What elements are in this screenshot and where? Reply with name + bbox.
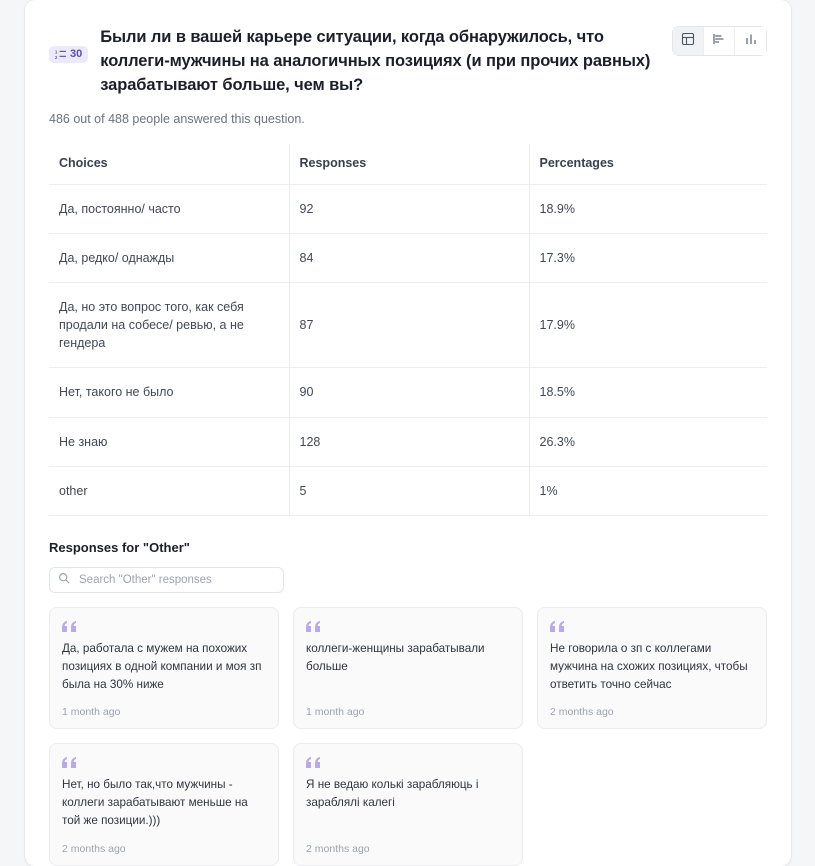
table-row xyxy=(49,417,767,466)
cell-responses: 84 xyxy=(289,233,529,282)
response-card xyxy=(293,607,523,729)
question-number-badge xyxy=(49,46,88,63)
column-view-button[interactable] xyxy=(735,27,766,55)
cell-percentage: 17.9% xyxy=(529,283,767,368)
cell-percentage: 17.3% xyxy=(529,233,767,282)
other-responses-grid xyxy=(42,607,774,866)
response-card xyxy=(537,607,767,729)
cell-percentage: 18.5% xyxy=(529,368,767,417)
cell-responses: 92 xyxy=(289,184,529,233)
cell-choice: Не знаю xyxy=(49,417,289,466)
response-timestamp: 2 months ago xyxy=(306,842,370,855)
response-text: Да, работала с мужем на похожих позициях в одной компании и моя зп была на 30% ниже xyxy=(62,641,262,692)
response-card xyxy=(293,743,523,865)
svg-text:2: 2 xyxy=(55,55,58,61)
response-timestamp: 1 month ago xyxy=(62,706,121,719)
quote-icon xyxy=(306,756,510,768)
cell-choice: Да, постоянно/ часто xyxy=(49,184,289,233)
table-row xyxy=(49,184,767,233)
page-title: Были ли в вашей карьере ситуации, когда обнаружилось, что коллеги-мужчины на аналогичных позициях (и при прочих равных) зарабатывают больше, чем вы? xyxy=(100,28,651,94)
cell-choice: other xyxy=(49,466,289,515)
cell-choice: Да, но это вопрос того, как себя продали на собесе/ ревью, а не гендера xyxy=(49,283,289,368)
quote-icon xyxy=(550,620,754,632)
table-row xyxy=(49,466,767,515)
response-text: Я не ведаю колькі зарабляюць і зараблялі калегі xyxy=(306,778,479,810)
column-chart-icon xyxy=(744,32,758,51)
cell-choice: Да, редко/ однажды xyxy=(49,233,289,282)
cell-responses: 5 xyxy=(289,466,529,515)
quote-icon xyxy=(62,756,266,768)
cell-responses: 128 xyxy=(289,417,529,466)
survey-question-card xyxy=(25,0,791,866)
cell-percentage: 1% xyxy=(529,466,767,515)
table-row xyxy=(49,283,767,368)
svg-text:1: 1 xyxy=(55,49,58,55)
question-number-text: 30 xyxy=(70,48,83,60)
response-card xyxy=(49,743,279,865)
table-header-row xyxy=(49,144,767,185)
list-number-icon xyxy=(55,49,66,60)
grid-view-button[interactable] xyxy=(673,27,704,55)
table-row xyxy=(49,368,767,417)
search-box[interactable] xyxy=(49,567,284,593)
column-header-responses: Responses xyxy=(289,144,529,185)
search-icon xyxy=(58,571,70,589)
quote-icon xyxy=(62,620,266,632)
cell-percentage: 26.3% xyxy=(529,417,767,466)
response-timestamp: 1 month ago xyxy=(306,706,365,719)
response-text: Не говорила о зп с коллегами мужчина на схожих позициях, чтобы ответить точно сейчас xyxy=(550,641,748,692)
quote-icon xyxy=(306,620,510,632)
question-header xyxy=(25,0,791,98)
cell-responses: 87 xyxy=(289,283,529,368)
response-text: Нет, но было так,что мужчины - коллеги зарабатывают меньше на той же позиции.))) xyxy=(62,778,248,828)
column-header-choices: Choices xyxy=(49,144,289,185)
other-responses-section xyxy=(25,516,791,866)
cell-percentage: 18.9% xyxy=(529,184,767,233)
cell-responses: 90 xyxy=(289,368,529,417)
table-row xyxy=(49,233,767,282)
response-timestamp: 2 months ago xyxy=(62,842,126,855)
search-input[interactable] xyxy=(77,573,275,587)
response-card xyxy=(49,607,279,729)
response-text: коллеги-женщины зарабатывали больше xyxy=(306,641,485,673)
answered-count: 486 out of 488 people answered this question. xyxy=(49,111,305,126)
results-table xyxy=(49,144,767,516)
grid-icon xyxy=(681,32,695,51)
other-responses-title: Responses for "Other" xyxy=(49,539,190,555)
view-toggle-group[interactable] xyxy=(672,26,767,56)
cell-choice: Нет, такого не было xyxy=(49,368,289,417)
horizontal-bar-chart-icon xyxy=(712,32,726,51)
bar-view-button[interactable] xyxy=(704,27,735,55)
response-timestamp: 2 months ago xyxy=(550,706,614,719)
column-header-percentages: Percentages xyxy=(529,144,767,185)
